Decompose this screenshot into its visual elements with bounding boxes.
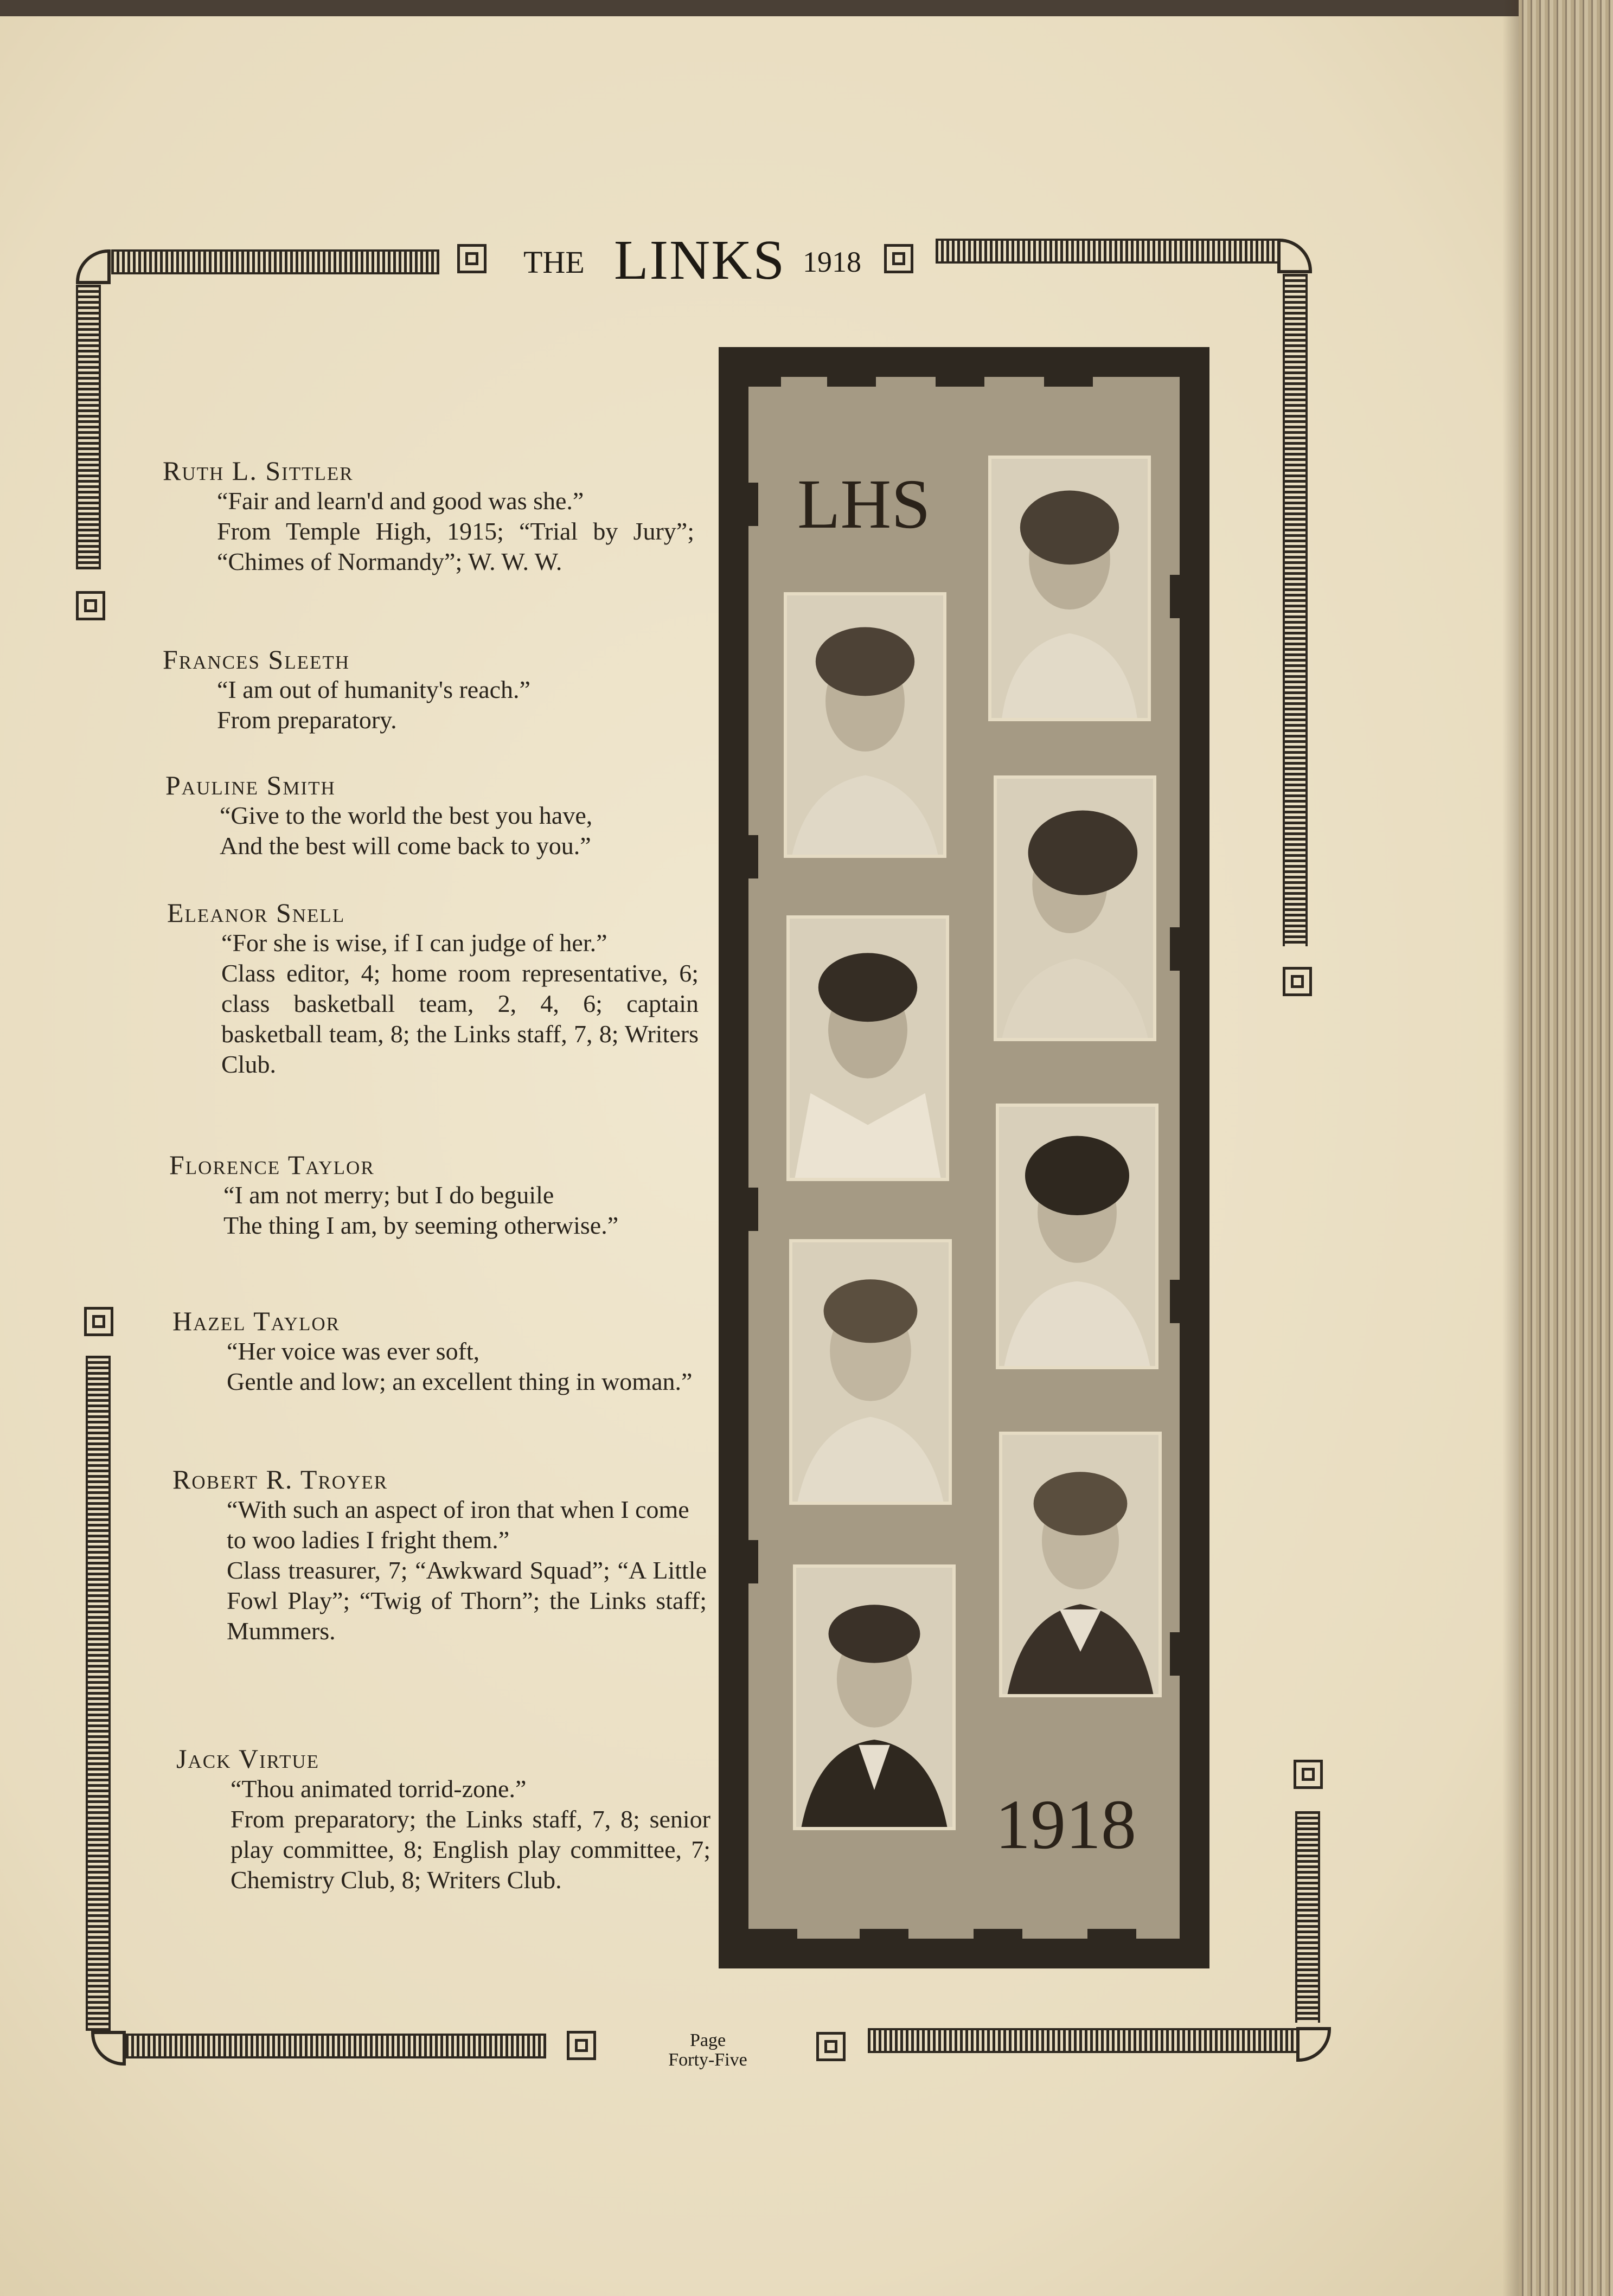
border-square-ornament (457, 244, 487, 273)
key-pattern-mark (1170, 927, 1180, 971)
key-pattern-mark (1044, 377, 1093, 387)
border-right-upper-bar (1283, 274, 1308, 946)
border-top-left-bar (111, 249, 439, 274)
entry-quote: “Her voice was ever soft, Gentle and low; an excellent thing in woman.” (227, 1337, 693, 1395)
border-square-ornament (816, 2032, 846, 2061)
key-pattern-mark (1170, 1632, 1180, 1676)
header-the: THE (523, 245, 585, 280)
key-pattern-mark (748, 377, 781, 387)
border-square-ornament (76, 591, 105, 620)
entry-name: Frances Sleeth (163, 644, 350, 675)
entry-florence-taylor (169, 1150, 701, 1241)
entry-pauline-smith (165, 770, 697, 861)
key-pattern-mark (974, 1929, 1022, 1939)
portrait-photo (994, 775, 1156, 1041)
entry-quote: “For she is wise, if I can judge of her.” (221, 929, 607, 957)
entry-name: Ruth L. Sittler (163, 456, 354, 486)
border-bottom-right-bar (868, 2028, 1296, 2053)
portrait-photo (793, 1564, 956, 1830)
portrait-panel (719, 347, 1209, 1968)
page-number: Forty-Five (668, 2050, 747, 2070)
entry-quote: “Give to the world the best you have, And the best will come back to you.” (220, 801, 593, 860)
portrait-photo (784, 592, 946, 858)
entry-frances-sleeth (163, 644, 694, 735)
portrait-photo (996, 1104, 1158, 1369)
entry-name: Pauline Smith (165, 770, 336, 800)
entry-quote: “I am out of humanity's reach.” (217, 676, 530, 703)
border-right-lower-bar (1295, 1811, 1320, 2023)
page-top-edge (0, 0, 1613, 16)
entry-name: Hazel Taylor (172, 1306, 340, 1336)
border-square-ornament (1294, 1760, 1323, 1789)
key-pattern-mark (1087, 1929, 1136, 1939)
border-left-upper-bar (76, 285, 101, 569)
key-pattern-mark (1170, 1280, 1180, 1323)
entry-quote: “Thou animated torrid-zone.” (231, 1775, 527, 1803)
entry-name: Jack Virtue (176, 1743, 319, 1774)
entry-details: From Temple High, 1915; “Trial by Jury”; “Chimes of Normandy”; W. W. W. (217, 517, 694, 575)
entry-name: Eleanor Snell (167, 897, 345, 928)
border-square-ornament (567, 2031, 596, 2060)
key-pattern-mark (748, 835, 758, 878)
key-pattern-mark (748, 483, 758, 526)
key-pattern-mark (748, 1540, 758, 1583)
portrait-photo (988, 456, 1151, 721)
panel-year-label: 1918 (995, 1786, 1136, 1864)
entry-details: From preparatory. (217, 706, 397, 734)
border-square-ornament (1283, 967, 1312, 996)
key-pattern-mark (748, 1929, 797, 1939)
page-label: Page (689, 2030, 726, 2050)
entry-hazel-taylor (172, 1306, 704, 1397)
border-square-ornament (884, 244, 913, 273)
entry-jack-virtue (176, 1743, 711, 1895)
border-left-lower-bar (86, 1356, 111, 2031)
portrait-photo (789, 1239, 952, 1505)
entry-quote: “Fair and learn'd and good was she.” (217, 487, 584, 515)
entry-robert-troyer (172, 1464, 707, 1646)
entry-quote: “With such an aspect of iron that when I come to woo ladies I fright them.” (227, 1496, 689, 1554)
key-pattern-mark (748, 1188, 758, 1231)
book-page-edges (1519, 0, 1613, 2296)
border-bottom-left-bar (126, 2034, 546, 2058)
entry-name: Florence Taylor (169, 1150, 375, 1180)
key-pattern-mark (936, 377, 984, 387)
panel-lhs-label: LHS (797, 465, 931, 543)
entry-details: From preparatory; the Links staff, 7, 8; senior play committee, 8; English play committee, 7; Chemistry Club, 8; Writers Club. (231, 1805, 711, 1894)
entry-eleanor-snell (167, 897, 699, 1080)
border-square-ornament (84, 1307, 113, 1336)
border-top-right-bar (936, 239, 1277, 264)
entry-name: Robert R. Troyer (172, 1464, 388, 1495)
entry-details: Class editor, 4; home room representative, 6; class basketball team, 2, 4, 6; captain basketball team, 8; the Links staff, 7, 8; Writers Club. (221, 959, 699, 1078)
entry-ruth-sittler (163, 456, 694, 577)
portrait-photo (786, 915, 949, 1181)
header-title: LINKS (614, 229, 786, 291)
portrait-photo (999, 1432, 1162, 1697)
entry-quote: “I am not merry; but I do beguile The thing I am, by seeming otherwise.” (223, 1181, 619, 1239)
page-number-block (640, 2031, 776, 2070)
key-pattern-mark (1170, 575, 1180, 618)
key-pattern-mark (827, 377, 876, 387)
key-pattern-mark (860, 1929, 908, 1939)
entry-details: Class treasurer, 7; “Awkward Squad”; “A Little Fowl Play”; “Twig of Thorn”; the Links staff; Mummers. (227, 1556, 707, 1645)
header-year: 1918 (803, 246, 861, 278)
